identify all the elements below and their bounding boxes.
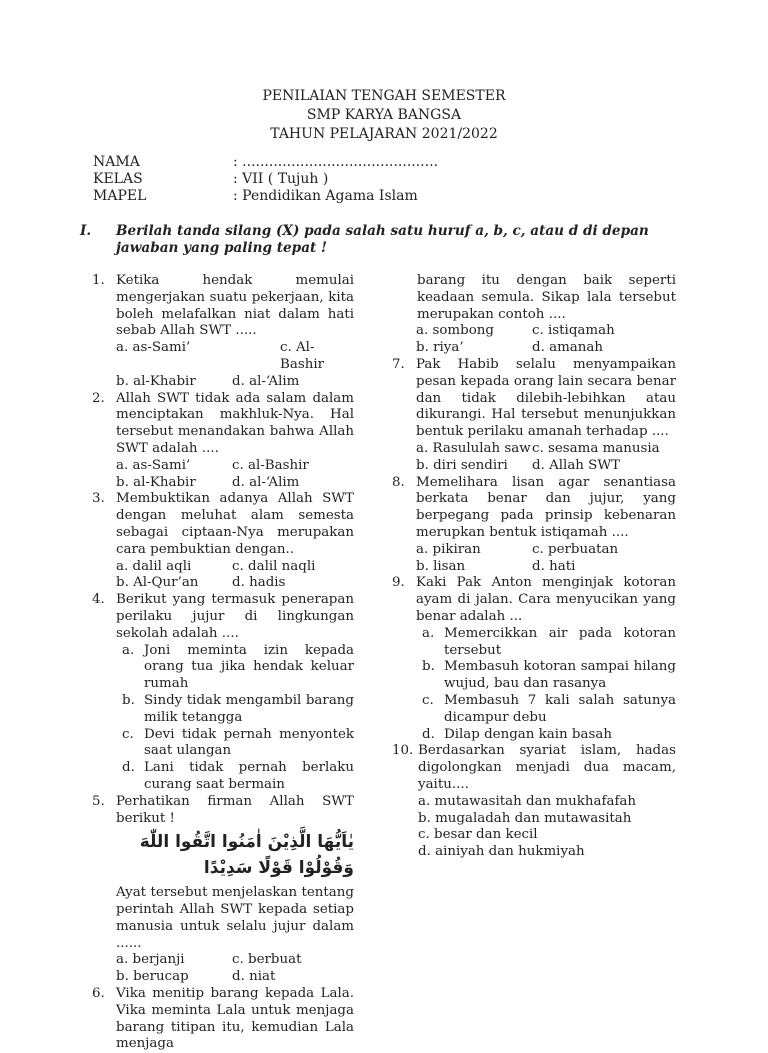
instruction <box>80 223 676 257</box>
option-a[interactable]: a. sombong <box>416 323 494 339</box>
question-text: Membuktikan adanya Allah SWT dengan meluhat alam semesta sebagai ciptaan-Nya merupakan cara pembuktian dengan.. <box>116 491 354 557</box>
question-text: Allah SWT tidak ada salam dalam menciptakan makhluk-Nya. Hal tersebut menandakan bahwa Allah SWT adalah .... <box>116 390 354 456</box>
section-number: I. <box>80 223 92 239</box>
question-6-continued <box>392 273 676 357</box>
question-number: 10. <box>392 743 414 759</box>
info-label: KELAS <box>93 171 143 187</box>
left-column <box>92 273 354 1053</box>
option-a[interactable]: a. Rasululah saw <box>416 440 531 456</box>
option-b[interactable]: b. al-Khabir <box>116 474 196 490</box>
info-label: MAPEL <box>93 188 147 204</box>
option-a[interactable]: a. as-Sami’ <box>116 340 191 356</box>
option-letter: a. <box>422 625 435 641</box>
question-5 <box>92 794 354 986</box>
option-letter: b. <box>122 692 135 708</box>
option-letter: c. <box>422 692 434 708</box>
option-c[interactable]: c. perbuatan <box>532 541 619 557</box>
exam-title: PENILAIAN TENGAH SEMESTER <box>262 88 506 104</box>
question-number: 5. <box>92 793 105 809</box>
option-text: Joni meminta izin kepada orang tua jika hendak keluar rumah <box>144 642 354 692</box>
option-text: Devi tidak pernah menyontek saat ulangan <box>144 726 354 759</box>
option-d[interactable]: d. al-‘Alim <box>232 474 300 490</box>
option-c[interactable]: c. dalil naqli <box>232 558 316 574</box>
question-3 <box>92 491 354 592</box>
option-letter: b. <box>422 659 435 675</box>
question-number: 7. <box>392 356 405 372</box>
question-4 <box>92 592 354 794</box>
option-a[interactable]: a. dalil aqli <box>116 558 192 574</box>
option-c[interactable] <box>392 693 676 727</box>
question-text: Berikut yang termasuk penerapan perilaku jujur di lingkungan sekolah adalah .... <box>116 592 354 641</box>
option-text: Lani tidak pernah berlaku curang saat bermain <box>144 760 354 792</box>
option-d[interactable]: d. al-‘Alim <box>232 373 300 389</box>
exam-header <box>0 87 768 144</box>
question-10 <box>392 743 676 861</box>
school-name: SMP KARYA BANGSA <box>306 107 462 123</box>
arabic-verse: يٰاَيُّهَا الَّذِيْنَ اٰمَنُوا اتَّقُوا اللّٰهَ وَقُوْلُوْا قَوْلًا سَدِيْدًا <box>139 832 354 879</box>
option-text: Memercikkan air pada kotoran tersebut <box>444 625 676 658</box>
question-text-continued: Ayat tersebut menjelaskan tentang perintah Allah SWT kepada setiap manusia untuk selalu jujur dalam ...... <box>116 885 354 951</box>
option-a[interactable]: a. as-Sami’ <box>116 457 191 473</box>
option-text: Dilap dengan kain basah <box>444 726 612 742</box>
info-row-mapel <box>93 188 438 205</box>
question-number: 3. <box>92 491 105 507</box>
info-value: : ............................................ <box>233 154 438 170</box>
info-label: NAMA <box>93 154 140 170</box>
option-c[interactable]: c. berbuat <box>232 952 302 968</box>
option-b[interactable]: b. riya’ <box>416 340 464 356</box>
option-b[interactable]: b. mugaladah dan mutawasitah <box>418 810 632 826</box>
option-d[interactable]: d. ainiyah dan hukmiyah <box>418 844 585 860</box>
option-b[interactable]: b. diri sendiri <box>416 457 508 473</box>
option-d[interactable]: d. Allah SWT <box>532 457 621 473</box>
info-value: : VII ( Tujuh ) <box>233 171 329 187</box>
option-text: Membasuh kotoran sampai hilang wujud, bau dan rasanya <box>444 659 676 692</box>
option-d[interactable]: d. hati <box>532 558 576 574</box>
question-text: Perhatikan firman Allah SWT berikut ! <box>116 793 354 826</box>
option-a[interactable] <box>92 643 354 693</box>
question-text-continued: barang itu dengan baik seperti keadaan semula. Sikap lala tersebut merupakan contoh .... <box>417 273 676 322</box>
option-b[interactable] <box>392 659 676 693</box>
option-letter: d. <box>122 760 135 776</box>
instruction-text: Berilah tanda silang (X) pada salah satu huruf a, b, c, atau d di depan jawaban yang paling tepat ! <box>116 223 649 256</box>
question-text: Pak Habib selalu menyampaikan pesan kepada orang lain secara benar dan tidak dilebih-lebihkan atau dikurangi. Hal tersebut menunjukkan bentuk perilaku amanah terhadap .... <box>416 356 676 440</box>
option-a[interactable]: a. mutawasitah dan mukhafafah <box>418 793 637 809</box>
option-text: Sindy tidak mengambil barang milik tetangga <box>144 692 354 725</box>
option-a[interactable]: a. pikiran <box>416 541 481 557</box>
option-d[interactable] <box>92 760 354 794</box>
option-a[interactable]: a. berjanji <box>116 952 185 968</box>
option-b[interactable]: b. Al-Qur’an <box>116 575 199 591</box>
option-text: Membasuh 7 kali salah satunya dicampur debu <box>444 692 676 725</box>
option-c[interactable] <box>92 727 354 761</box>
question-number: 9. <box>392 575 405 591</box>
question-number: 2. <box>92 390 105 406</box>
question-8 <box>392 475 676 576</box>
option-c[interactable]: c. besar dan kecil <box>418 827 538 843</box>
option-d[interactable]: d. niat <box>232 969 276 985</box>
question-7 <box>392 357 676 475</box>
option-d[interactable]: d. hadis <box>232 575 286 591</box>
option-letter: c. <box>122 726 134 742</box>
question-text: Berdasarkan syariat islam, hadas digolongkan menjadi dua macam, yaitu.... <box>418 743 676 792</box>
option-b[interactable]: b. lisan <box>416 558 466 574</box>
option-b[interactable]: b. al-Khabir <box>116 373 196 389</box>
question-number: 4. <box>92 592 105 608</box>
right-column <box>392 273 676 861</box>
option-d[interactable]: d. amanah <box>532 340 603 356</box>
info-value: : Pendidikan Agama Islam <box>233 188 418 204</box>
option-a[interactable] <box>392 626 676 660</box>
info-row-nama <box>93 154 438 171</box>
option-b[interactable]: b. berucap <box>116 969 189 985</box>
info-row-kelas <box>93 171 438 188</box>
question-text: Ketika hendak memulai mengerjakan suatu pekerjaan, kita boleh melafalkan niat dalam hati sebab Allah SWT ..... <box>116 273 354 339</box>
question-2 <box>92 391 354 492</box>
question-number: 1. <box>92 273 105 288</box>
question-text: Kaki Pak Anton menginjak kotoran ayam di jalan. Cara menyucikan yang benar adalah ... <box>416 575 676 624</box>
option-d[interactable] <box>392 727 676 744</box>
question-6 <box>92 986 354 1053</box>
option-c[interactable]: c. al-Bashir <box>232 457 309 473</box>
option-c[interactable]: c. istiqamah <box>532 323 615 339</box>
academic-year: TAHUN PELAJARAN 2021/2022 <box>270 126 498 142</box>
option-letter: d. <box>422 726 435 742</box>
option-b[interactable] <box>92 693 354 727</box>
question-number: 8. <box>392 474 405 490</box>
option-letter: a. <box>122 642 135 658</box>
question-text: Memelihara lisan agar senantiasa berkata benar dan jujur, yang berpegang pada prinsip kebenaran merupkan bentuk istiqamah .... <box>416 474 676 540</box>
question-1 <box>92 273 354 391</box>
question-text: Vika menitip barang kepada Lala. Vika meminta Lala untuk menjaga barang titipan itu, kemudian Lala menjaga <box>116 986 354 1052</box>
student-info <box>93 154 438 205</box>
option-c[interactable]: c. sesama manusia <box>532 440 660 456</box>
question-number: 6. <box>92 986 105 1002</box>
question-9 <box>392 575 676 743</box>
option-c[interactable]: c. Al-Bashir <box>280 340 325 372</box>
